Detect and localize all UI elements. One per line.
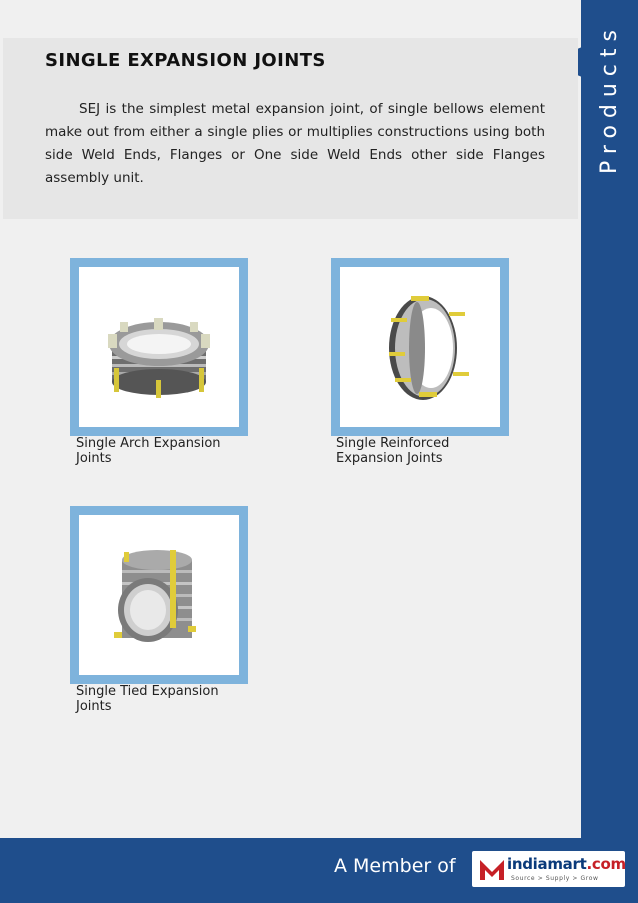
product-image xyxy=(340,267,500,427)
sidebar-label-wrap xyxy=(581,8,638,188)
logo-wordmark xyxy=(507,855,626,873)
logo-suffix: .com xyxy=(586,855,626,873)
indiamart-m-icon xyxy=(478,856,506,882)
logo-tagline: Source > Supply > Grow xyxy=(511,875,599,882)
product-image xyxy=(79,267,239,427)
logo-name: indiamart xyxy=(507,855,587,873)
sidebar-label: Products xyxy=(597,22,622,174)
product-card-single-reinforced[interactable] xyxy=(331,258,509,436)
single-reinforced-expansion-joint-photo xyxy=(345,282,495,412)
single-tied-expansion-joint-photo xyxy=(84,530,234,660)
single-arch-expansion-joint-photo xyxy=(84,292,234,402)
section-description: SEJ is the simplest metal expansion joint, of single bellows element make out from either a single plies or multiplies constructions using both side Weld Ends, Flanges or One side Weld Ends other side Flanges assembly unit. xyxy=(45,101,545,186)
product-caption-single-arch: Single Arch Expansion Joints xyxy=(76,436,221,466)
product-image xyxy=(79,515,239,675)
page-title: SINGLE EXPANSION JOINTS xyxy=(45,50,326,71)
member-text: A Member of xyxy=(334,855,456,877)
product-card-single-arch[interactable] xyxy=(70,258,248,436)
product-caption-single-reinforced: Single Reinforced Expansion Joints xyxy=(336,436,450,466)
product-card-single-tied[interactable] xyxy=(70,506,248,684)
product-caption-single-tied: Single Tied Expansion Joints xyxy=(76,684,219,714)
